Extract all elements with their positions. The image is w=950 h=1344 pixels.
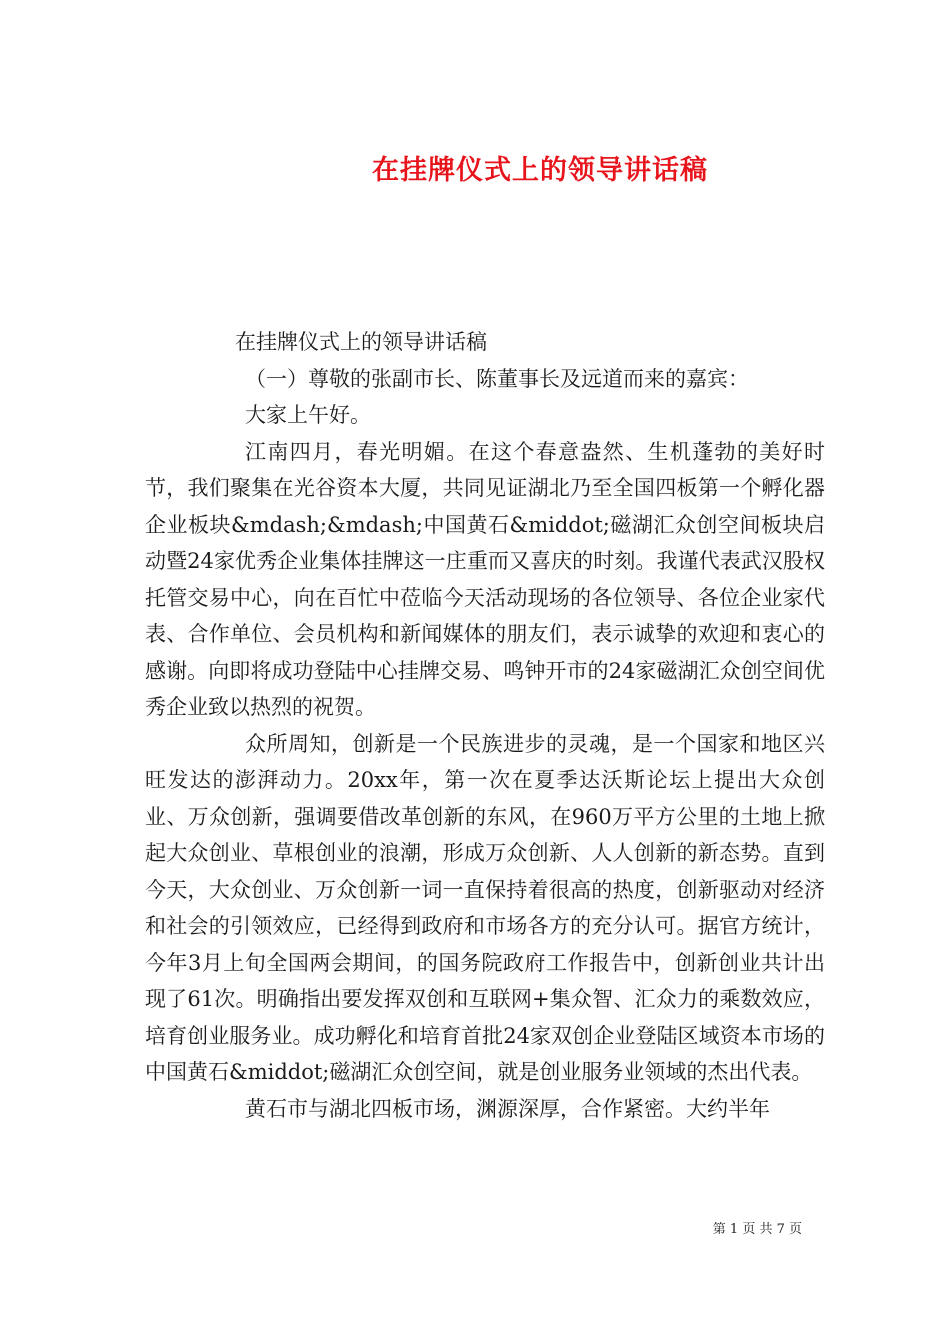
greeting: 大家上午好。 xyxy=(245,403,371,427)
salutation: （一）尊敬的张副市长、陈董事长及远道而来的嘉宾： xyxy=(245,366,749,391)
page-number: 第 1 页 共 7 页 xyxy=(712,1222,802,1237)
document-title: 在挂牌仪式上的领导讲话稿 xyxy=(372,155,708,187)
paragraph-3: 黄石市与湖北四板市场，渊源深厚，合作紧密。大约半年 xyxy=(245,1096,770,1121)
document-body xyxy=(145,324,825,1127)
paragraph-2: 众所周知，创新是一个民族进步的灵魂，是一个国家和地区兴旺发达的澎湃动力。20xx年，第一次在夏季达沃斯论坛上提出大众创业、万众创新，强调要借改革创新的东风，在960万平方公里的土地上掀起大众创业、草根创业的浪潮，形成万众创新、人人创新的新态势。直到今天，大众创业、万众创新一词一直保持着很高的热度，创新驱动对经济和社会的引领效应，已经得到政府和市场各方的充分认可。据官方统计，今年3月上旬全国两会期间，的国务院政府工作报告中，创新创业共计出现了61次。明确指出要发挥双创和互联网+集众智、汇众力的乘数效应，培育创业服务业。成功孵化和培育首批24家双创企业登陆区域资本市场的中国黄石&middot;磁湖汇众创空间，就是创业服务业领域的杰出代表。 xyxy=(145,731,825,1084)
document-subtitle: 在挂牌仪式上的领导讲话稿 xyxy=(235,330,487,354)
paragraph-1: 江南四月，春光明媚。在这个春意盎然、生机蓬勃的美好时节，我们聚集在光谷资本大厦，共同见证湖北乃至全国四板第一个孵化器企业板块&mdash;&mdash;中国黄石&middot;磁湖汇众创空间板块启动暨24家优秀企业集体挂牌这一庄重而又喜庆的时刻。我谨代表武汉股权托管交易中心，向在百忙中莅临今天活动现场的各位领导、各位企业家代表、合作单位、会员机构和新闻媒体的朋友们，表示诚挚的欢迎和衷心的感谢。向即将成功登陆中心挂牌交易、鸣钟开市的24家磁湖汇众创空间优秀企业致以热烈的祝贺。 xyxy=(145,439,825,719)
